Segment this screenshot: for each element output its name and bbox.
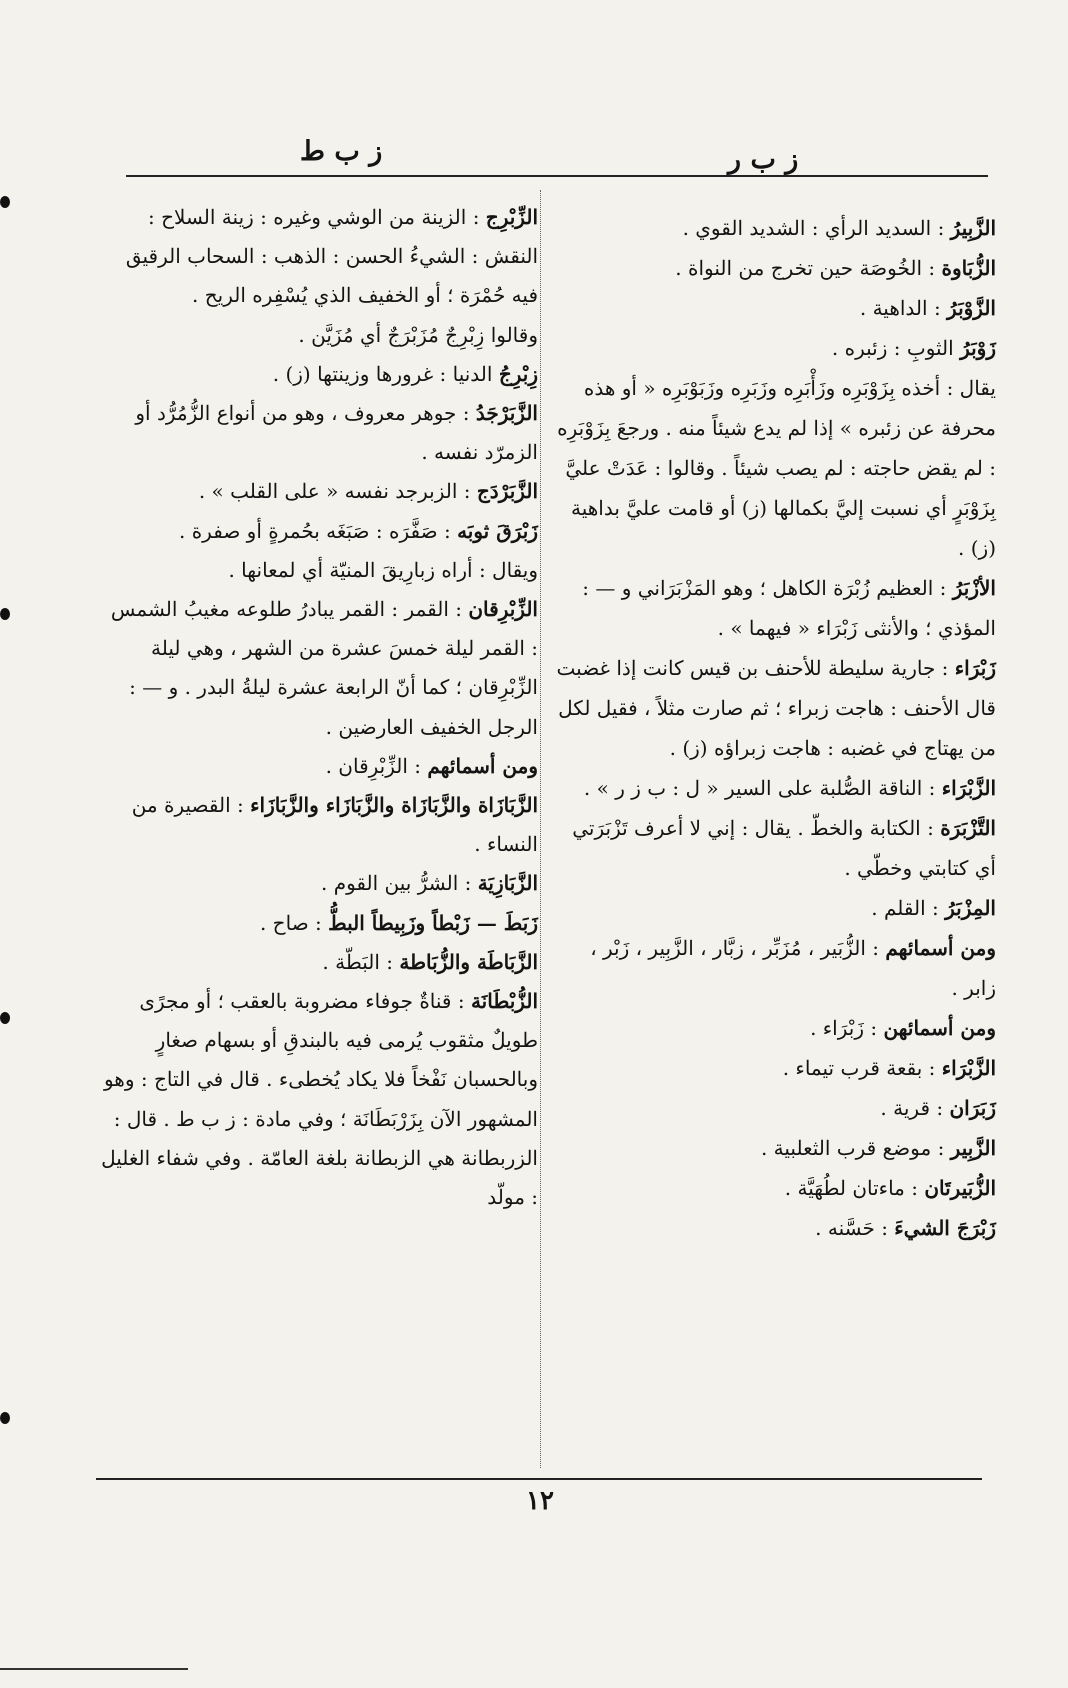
entry-definition: : قناةٌ جوفاء مضروبة بالعقب ؛ أو مجرًى طويلٌ مثقوب يُرمى فيه بالبندقِ أو بسهام صغارٍ وبالحسبان نَفْخاً فلا يكاد يُخطىء . قال في التاج : وهو المشهور الآن بِزَرْبَطَانَة ؛ وفي مادة : ز ب ط . قال : الزربطانة هي الزبطانة بلغة العامّة . وفي شفاء الغليل : مولّد [101, 989, 538, 1210]
footer-margin-line [0, 1668, 188, 1670]
entry-definition: يقال : أخذه بِزَوْبَرِه وزَأْبَرِه وزَبَرِه وزَبَوْبَرِه « أو هذه محرفة عن زئبره » إذا لم يدع شيئاً منه . ورجعَ بِزَوْبَرِه : لم يقض حاجته : لم يصب شيئاً . وقالوا : عَدَتْ عليَّ بِزَوْبَرٍ أي نسبت إليَّ بكمالها (ز) أو قامت عليَّ بداهية (ز) . [557, 376, 996, 560]
entry-headword: ومن أسمائهم [885, 936, 996, 960]
entry-headword: الزَّبَاطَة والزُّبَاطة [399, 949, 538, 974]
binding-mark [0, 196, 10, 208]
entry-headword: زَبَرَان [949, 1096, 996, 1120]
entry-headword: الزُّبَاوة [941, 256, 996, 280]
dictionary-entry [556, 1088, 996, 1128]
entry-definition: : العظيم زُبْرَة الكاهل ؛ وهو المَزْبَرَاني و — : المؤذي ؛ والأنثى زَبْرَاء « فيهما » . [582, 576, 996, 640]
page-number: ١٢ [526, 1486, 554, 1516]
dictionary-entry [556, 288, 996, 328]
entry-headword: الزَّبِيرُ [950, 216, 996, 240]
entry-headword: الزَّبْرَاء [941, 1056, 996, 1080]
dictionary-entry [98, 198, 538, 316]
footer-rule [96, 1478, 982, 1480]
entry-headword: ومن أسمائهم [427, 753, 538, 778]
dictionary-entry [556, 888, 996, 928]
entry-definition: : موضع قرب الثعلبية . [760, 1136, 951, 1160]
dictionary-entry [556, 1208, 996, 1248]
entry-headword: الزِّبْرِج [485, 205, 538, 229]
dictionary-entry [98, 904, 538, 943]
entry-definition: : الزُّبَير ، مُزَبِّر ، زبَّار ، الزَّبِير ، زَبْر ، زابر . [590, 936, 996, 1000]
dictionary-entry [556, 1168, 996, 1208]
dictionary-entry [556, 208, 996, 248]
entry-headword: الزَّبِير [950, 1136, 996, 1160]
dictionary-entry [98, 355, 538, 394]
binding-mark [0, 1412, 10, 1424]
entry-definition: : السديد الرأي : الشديد القوي . [682, 216, 951, 240]
entry-definition: : القلم . [871, 896, 946, 920]
header-rule [126, 175, 988, 177]
dictionary-entry [556, 1008, 996, 1048]
entry-headword: الأزْبَرُ [952, 576, 996, 600]
entry-headword: المِزْبَرُ [945, 896, 996, 920]
dictionary-entry [556, 368, 996, 568]
entry-headword: الزَّبَازَاة والزَّبَازَاة والزَّبَازَاء والزَّبَازَاء [250, 793, 538, 818]
entry-definition: : الناقة الصُّلبة على السير « ل : ب ز ر » . [583, 776, 942, 800]
left-column-root-header: ز ب ط [300, 136, 383, 167]
column-divider [540, 190, 541, 1468]
binding-mark [0, 1012, 10, 1024]
entry-headword: زَبْرَاء [954, 656, 996, 680]
entry-definition: : صاح . [259, 910, 329, 935]
dictionary-entry [98, 472, 538, 511]
entry-headword: زَبْرَجَ الشيءَ [894, 1216, 996, 1240]
entry-headword: الزُّبْطَانَة [470, 989, 538, 1014]
entry-headword: الزَّبَازِيَة [477, 871, 538, 896]
entry-definition: : زَبْرَاء . [810, 1016, 884, 1040]
entry-headword: زِبْرِجُ [498, 361, 538, 386]
binding-mark [0, 608, 10, 620]
dictionary-entry [98, 316, 538, 355]
entry-headword: الزَّوْبَرُ [947, 296, 996, 320]
entry-definition: : حَسَّنه . [815, 1216, 895, 1240]
dictionary-entry [98, 982, 538, 1217]
entry-definition: وقالوا زِبْرِجٌ مُزَبْرَجٌ أي مُزَيَّن . [298, 322, 538, 347]
dictionary-entry [98, 786, 538, 864]
dictionary-entry [556, 568, 996, 648]
entry-definition: الدنيا : غرورها وزينتها (ز) . [272, 361, 499, 386]
dictionary-entry [556, 1128, 996, 1168]
left-column [98, 198, 538, 1217]
entry-headword: زَوْبَرُ [960, 336, 996, 360]
entry-definition: : الزينة من الوشي وغيره : زينة السلاح : النقش : الشيءُ الحسن : الذهب : السحاب الرقيق فيه حُمْرَة ؛ أو الخفيف الذي يُسْفِره الريح . [125, 205, 538, 308]
entry-definition: : جوهر معروف ، وهو من أنواع الزُّمُرُّد أو الزمرّد نفسه . [135, 401, 538, 465]
dictionary-entry [556, 328, 996, 368]
entry-definition: : ماءتان لطُهَيَّة . [784, 1176, 925, 1200]
dictionary-entry [556, 1048, 996, 1088]
entry-definition: : الخُوصَة حين تخرج من النواة . [675, 256, 942, 280]
entry-definition: : جارية سليطة للأحنف بن قيس كانت إذا غضبت قال الأحنف : هاجت زبراء ؛ ثم صارت مثلاً ، فقيل لكل من يهتاج في غضبه : هاجت زبراؤه (ز) . [556, 656, 996, 760]
dictionary-entry [98, 551, 538, 590]
entry-headword: الزَّبَرْدَج [476, 479, 538, 504]
entry-definition: الثوبِ : زئبره . [831, 336, 961, 360]
entry-definition: : الداهية . [859, 296, 948, 320]
entry-definition: : الكتابة والخطّ . يقال : إني لا أعرف تَزْبَرَتي أي كتابتي وخطّي . [572, 816, 996, 880]
entry-definition: : الشرُّ بين القوم . [320, 871, 478, 896]
dictionary-entry [98, 590, 538, 747]
entry-headword: الزَّبْرَاء [941, 776, 996, 800]
dictionary-entry [556, 248, 996, 288]
right-column-root-header: ز ب ر [728, 144, 799, 175]
entry-headword: ومن أسمائهن [883, 1016, 996, 1040]
dictionary-entry [98, 943, 538, 982]
entry-definition: : القمر : القمر يبادرُ طلوعه مغيبُ الشمس : القمر ليلة خمسَ عشرة من الشهر ، وهي ليلة الزِّبْرِقان ؛ كما أنّ الرابعة عشرة ليلةُ البدر . و — : الرجل الخفيف العارضين . [110, 597, 538, 739]
entry-definition: : الزبرجد نفسه « على القلب » . [198, 479, 477, 504]
entry-definition: : قرية . [880, 1096, 950, 1120]
dictionary-entry [556, 928, 996, 1008]
entry-headword: زَبَطَ — زَبْطاً وزَبِيطاً البطُّ [328, 910, 538, 935]
dictionary-entry [98, 394, 538, 472]
entry-headword: الزِّبْرِقان [468, 597, 538, 622]
dictionary-entry [556, 808, 996, 888]
entry-headword: زَبْرَقَ ثوبَه [457, 518, 538, 543]
entry-definition: : القصيرة من النساء . [131, 793, 538, 857]
dictionary-entry [556, 768, 996, 808]
dictionary-entry [98, 512, 538, 551]
right-column [556, 208, 996, 1248]
dictionary-entry [556, 648, 996, 768]
entry-definition: : الزِّبْرِقان . [325, 753, 428, 778]
entry-headword: التَّزْبَرَة [940, 816, 996, 840]
entry-definition: : صَفَّرَه : صَبَغَه بحُمرةٍ أو صفرة . [178, 518, 458, 543]
dictionary-entry [98, 747, 538, 786]
entry-definition: : البَطّة . [322, 949, 400, 974]
dictionary-entry [98, 864, 538, 903]
entry-definition: : بقعة قرب تيماء . [782, 1056, 942, 1080]
entry-definition: ويقال : أراه زبارِيقَ المنيّة أي لمعانها . [228, 557, 538, 582]
entry-headword: الزُّبَيرتَان [924, 1176, 996, 1200]
entry-headword: الزَّبَرْجَدُ [475, 401, 538, 426]
